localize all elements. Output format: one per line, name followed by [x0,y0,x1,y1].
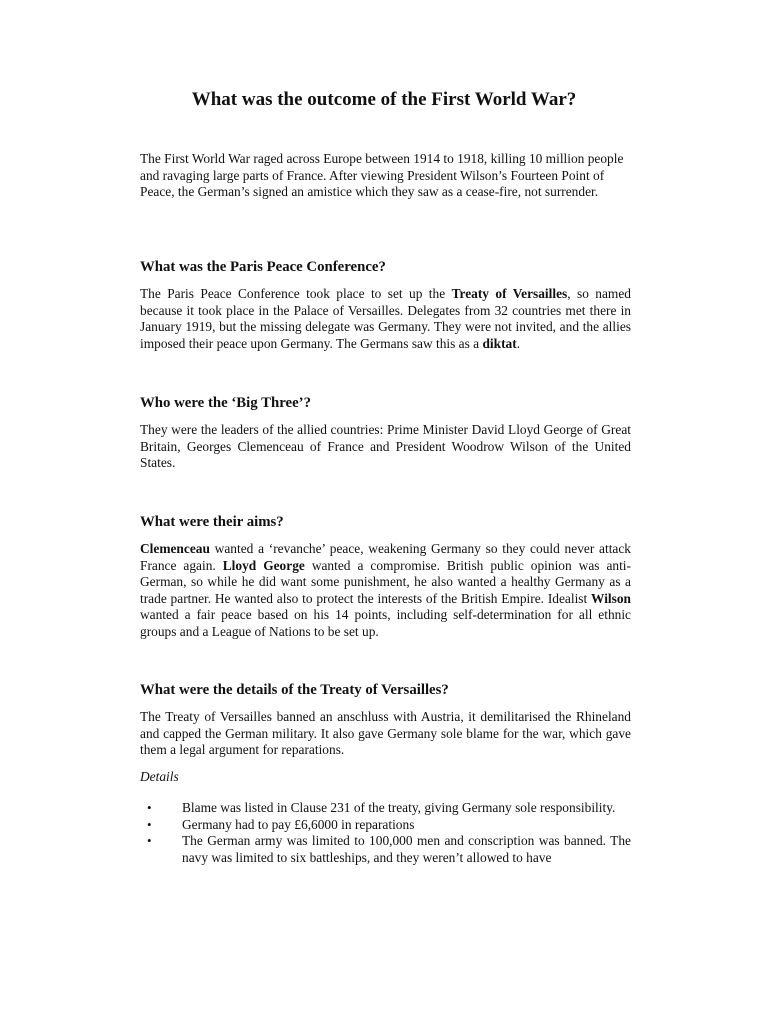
page-title: What was the outcome of the First World War? [191,89,577,110]
list-item [140,817,631,834]
heading-their-aims: What were their aims? [140,514,284,530]
paragraph-their-aims [140,541,631,641]
heading-paris-peace-conference: What was the Paris Peace Conference? [140,259,386,275]
bold-term-lloyd-george: Lloyd George [222,557,305,573]
bold-term-treaty-of-versailles: Treaty of Versailles [451,286,568,301]
details-label: Details [140,769,179,784]
text-run: . [516,335,521,351]
list-item-text: The German army was limited to 100,000 men and conscription was banned. The navy was limited to six battleships, and they weren’t allowed to have [182,833,631,865]
list-item-text: Germany had to pay £6,6000 in reparations [182,816,415,832]
paragraph-paris-peace-conference [140,286,631,352]
text-run: wanted a fair peace based on his 14 points, including self-determination for all ethnic groups and a League of Nations to be set up. [140,607,631,639]
paragraph-treaty-details: The Treaty of Versailles banned an anschluss with Austria, it demilitarised the Rhineland and capped the German military. It also gave Germany sole blame for the war, which gave them a legal argument for reparations. [140,709,631,758]
text-run: wanted a compromise. British public opinion was anti-German, so while he did want some punishment, he also wanted a healthy Germany as a trade partner. He wanted also to protect the interests of the British Empire. Idealist [140,557,631,606]
list-item [140,833,631,866]
bullet-icon: • [147,816,152,832]
heading-big-three: Who were the ‘Big Three’? [140,395,311,411]
text-run: , so named because it took place in the Palace of Versailles. Delegates from 32 countries met there in January 1919, but the missing delegate was Germany. They were not invited, and the allies imposed their peace upon Germany. The Germans saw this as a [140,286,631,351]
intro-paragraph: The First World War raged across Europe between 1914 to 1918, killing 10 million people and ravaging large parts of France. After viewing President Wilson’s Fourteen Point of Peace, the German’s signed an amistice which they saw as a cease-fire, not surrender. [140,151,624,200]
bold-term-wilson: Wilson [591,590,631,606]
text-run: The Paris Peace Conference took place to set up the [140,286,452,301]
details-bullet-list [140,800,631,866]
list-item-text: Blame was listed in Clause 231 of the treaty, giving Germany sole responsibility. [182,800,616,815]
list-item [140,800,631,817]
text-run: wanted a ‘revanche’ peace, weakening Germany so they could never attack France again. [140,541,631,573]
paragraph-big-three: They were the leaders of the allied countries: Prime Minister David Lloyd George of Great Britain, Georges Clemenceau of France and President Woodrow Wilson of the United States. [140,422,631,471]
heading-treaty-details: What were the details of the Treaty of Versailles? [140,682,449,698]
bullet-icon: • [147,800,152,815]
bullet-icon: • [147,833,152,849]
bold-term-diktat: diktat [482,335,517,351]
bold-term-clemenceau: Clemenceau [140,541,210,556]
